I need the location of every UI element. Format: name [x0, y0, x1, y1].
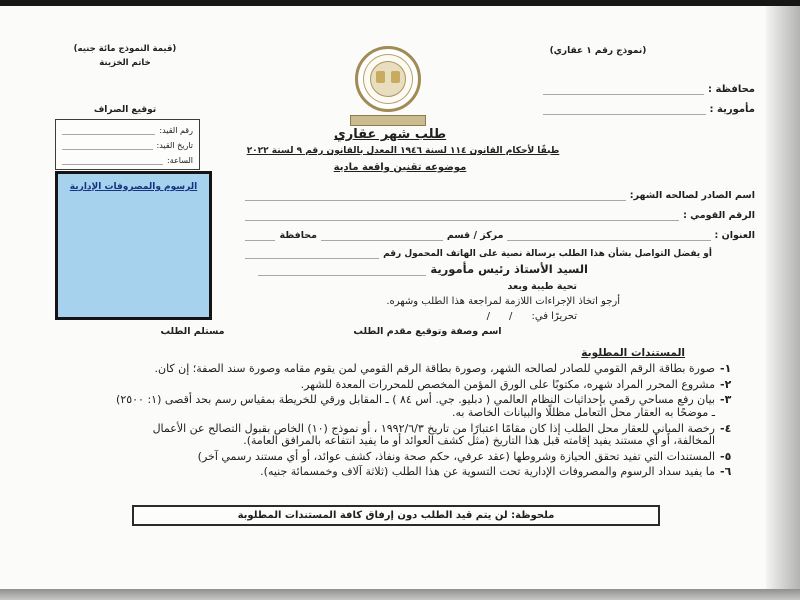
- governorate-label: محافظة :: [708, 84, 755, 95]
- fill-line: [258, 265, 426, 276]
- form-number-note: (نموذج رقم ١ عقاري): [549, 46, 647, 56]
- ministry-emblem-icon: [350, 46, 426, 126]
- fees-box-title: الرسوم والمصروفات الإدارية: [69, 182, 198, 192]
- doc-item-number: ١-: [720, 362, 732, 375]
- addressee-row: [258, 262, 588, 276]
- entry-box: [55, 119, 200, 170]
- entry-number-label: رقم القيد:: [159, 126, 193, 135]
- subject-line: موضوعه تقنين واقعة مادية: [333, 162, 467, 173]
- fill-line: [507, 230, 710, 241]
- fill-line: [62, 154, 163, 165]
- fill-line: [245, 210, 679, 221]
- address-label: العنوان :: [714, 230, 755, 241]
- emblem-banner: [350, 115, 426, 126]
- bureau-row: [543, 104, 755, 115]
- governorate-row: [543, 84, 755, 95]
- doc-item-4: [110, 423, 738, 448]
- national-id-label: الرقم القومي :: [683, 210, 755, 221]
- doc-item-text: صورة بطاقة الرقم القومي للصادر لصالحه الشهر، وصورة بطاقة الرقم القومي لمن يقوم مقامه وصورة سند الصفة؛ إن كان.: [154, 362, 715, 375]
- addressee-line: السيد الأستاذ رئيس مأمورية: [430, 262, 588, 276]
- greeting-line: تحية طيبة وبعد: [507, 281, 577, 292]
- doc-item-text: المستندات التي تفيد تحقق الحيازة وشروطها (عقد عرفي، حكم صحة ونفاذ، كشف عوائد، أو أي مستند رسمي آخر): [197, 449, 715, 463]
- form-value-note: (قيمة النموذج مائة جنيه): [73, 44, 177, 54]
- fill-line: [543, 104, 706, 115]
- doc-item-number: ٥-: [720, 449, 732, 463]
- doc-item-3: [110, 394, 738, 419]
- treasury-stamp-label: خاتم الخزينة: [99, 58, 151, 68]
- entry-hour-row: [62, 154, 193, 165]
- cashier-signature-label: توقيع الصراف: [93, 105, 157, 115]
- hour-label: الساعة:: [167, 156, 193, 165]
- scan-top-edge: [0, 0, 800, 6]
- doc-item-number: ٣-: [720, 393, 732, 407]
- request-line: أرجو اتخاذ الإجراءات اللازمة لمراجعة هذا الطلب وشهره.: [386, 296, 620, 307]
- note-box: ملحوظة: لن يتم قيد الطلب دون إرفاق كافة المستندات المطلوبة: [132, 505, 660, 526]
- address-governorate-label: محافظة: [279, 230, 317, 241]
- fees-box: [55, 171, 212, 320]
- doc-item-number: ٤-: [720, 421, 732, 435]
- doc-item-6: [110, 466, 738, 479]
- doc-item-5: [110, 451, 738, 464]
- documents-title: المستندات المطلوبة: [581, 347, 685, 359]
- fill-line: [245, 248, 379, 259]
- doc-item-1: [110, 363, 738, 376]
- doc-item-text: رخصة المباني للعقار محل الطلب إذا كان مقامًا اعتبارًا من تاريخ ١٩٩٢/٦/٣ ، أو نموذج (١٠) الخاص بقبول التصالح عن الأعمال المخالفة، أو أي مستند يفيد إقامته قبل هذا التاريخ (مثل كشف العوائد أو ما يفيد انتفاعه بالمرافق العامة).: [152, 421, 715, 448]
- fill-line: [245, 190, 626, 201]
- doc-item-text: مشروع المحرر المراد شهره، مكتوبًا على الورق المؤمن المخصص للمحررات المعدة للشهر.: [300, 377, 715, 391]
- fill-line: [543, 84, 704, 95]
- applicant-signature-label: اسم وصفة وتوقيع مقدم الطلب: [353, 326, 502, 337]
- entry-date-row: [62, 139, 193, 150]
- receiver-label: مستلم الطلب: [160, 326, 225, 337]
- beneficiary-row: [245, 190, 755, 201]
- doc-item-number: ٢-: [720, 377, 732, 391]
- law-reference-line: طبقًا لأحكام القانون ١١٤ لسنة ١٩٤٦ المعدل بالقانون رقم ٩ لسنة ٢٠٢٢: [246, 146, 560, 156]
- contact-line: أو يفضل التواصل بشأن هذا الطلب برسالة نصية على الهاتف المحمول رقم: [383, 249, 712, 259]
- fill-line: [245, 230, 275, 241]
- scan-bottom-edge: [0, 589, 800, 600]
- doc-item-number: ٦-: [720, 465, 732, 479]
- scan-right-edge: [766, 6, 800, 589]
- address-row: [245, 230, 755, 241]
- doc-item-2: [110, 379, 738, 392]
- doc-item-text: ما يفيد سداد الرسوم والمصروفات الإدارية تحت التسوية عن هذا الطلب (ثلاثة آلاف وخمسمائة جنيه).: [260, 465, 715, 479]
- fill-line: [62, 124, 155, 135]
- fill-line: [62, 139, 153, 150]
- entry-number-row: [62, 124, 193, 135]
- contact-row: [245, 248, 712, 259]
- dated-line: تحريرًا في: / /: [486, 311, 577, 322]
- doc-item-text: بيان رفع مساحي رقمي بإحداثيات النظام العالمي ( دبليو. جي. أس ٨٤ ) ـ المقابل ورقي للخريطة بمقياس رسم بحد أقصى (١: ٢٥٠٠) ـ موضحًا به العقار محل التعامل مظللًا والبيانات الخاصة به.: [116, 393, 715, 419]
- emblem-scales-icon: [370, 61, 406, 97]
- emblem-ring: [355, 46, 421, 112]
- national-id-row: [245, 210, 755, 221]
- fill-line: [321, 230, 443, 241]
- entry-date-label: تاريخ القيد:: [156, 141, 193, 150]
- beneficiary-label: اسم الصادر لصالحه الشهر:: [629, 190, 755, 201]
- documents-list: [110, 363, 738, 479]
- bureau-label: مأمورية :: [709, 104, 755, 115]
- page-title: طلب شهر عقاري: [333, 127, 447, 142]
- district-label: مركز / قسم: [446, 230, 504, 241]
